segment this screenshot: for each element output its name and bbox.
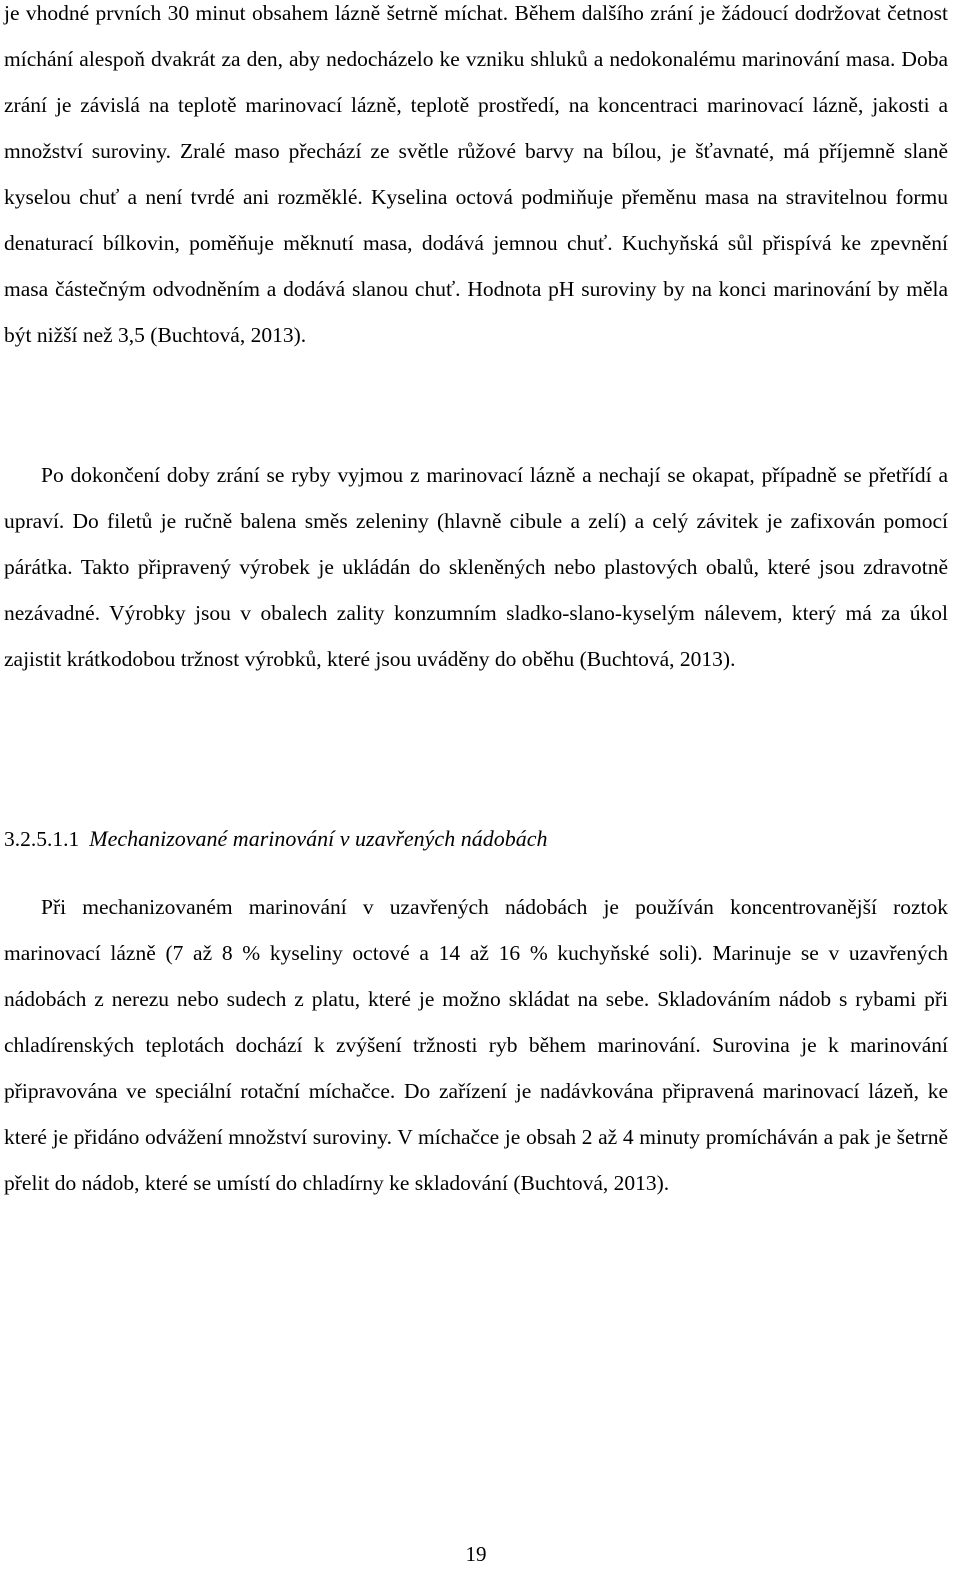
section-heading — [4, 822, 948, 856]
paragraph-3: Při mechanizovaném marinování v uzavřených nádobách je používán koncentrovanější roztok marinovací lázně (7 až 8 % kyseliny octové a 14 až 16 % kuchyňské soli). Marinuje se v uzavřených nádobách z nerezu nebo sudech z platu, které je možno skládat na sebe. Skladováním nádob s rybami při chladírenských teplotách dochází k zvýšení tržnosti ryb během marinování. Surovina je k marinování připravována ve speciální rotační míchačce. Do zařízení je nadávkována připravená marinovací lázeň, ke které je přidáno odvážení množství suroviny. V míchačce je obsah 2 až 4 minuty promícháván a pak je šetrně přelit do nádob, které se umístí do chladírny ke skladování (Buchtová, 2013). — [4, 895, 948, 1195]
paragraph-2: Po dokončení doby zrání se ryby vyjmou z marinovací lázně a nechají se okapat, případně se přetřídí a upraví. Do filetů je ručně balena směs zeleniny (hlavně cibule a zelí) a celý závitek je zafixován pomocí párátka. Takto připravený výrobek je ukládán do skleněných nebo plastových obalů, které jsou zdravotně nezávadné. Výrobky jsou v obalech zality konzumním sladko-slano-kyselým nálevem, který má za úkol zajistit krátkodobou tržnost výrobků, které jsou uváděny do oběhu (Buchtová, 2013). — [4, 463, 948, 671]
page-number: 19 — [465, 1542, 487, 1566]
section-number: 3.2.5.1.1 — [4, 827, 80, 851]
paragraph-1: je vhodné prvních 30 minut obsahem lázně šetrně míchat. Během dalšího zrání je žádoucí dodržovat četnost míchání alespoň dvakrát za den, aby nedocházelo ke vzniku shluků a nedokonalému marinování masa. Doba zrání je závislá na teplotě marinovací lázně, teplotě prostředí, na koncentraci marinovací lázně, jakosti a množství suroviny. Zralé maso přechází ze světle růžové barvy na bílou, je šťavnaté, má příjemně slaně kyselou chuť a není tvrdé ani rozměklé. Kyselina octová podmiňuje přeměnu masa na stravitelnou formu denaturací bílkovin, poměňuje měknutí masa, dodává jemnou chuť. Kuchyňská sůl přispívá ke zpevnění masa částečným odvodněním a dodává slanou chuť. Hodnota pH suroviny by na konci marinování by měla být nižší než 3,5 (Buchtová, 2013). — [4, 1, 948, 347]
section-title: Mechanizované marinování v uzavřených nádobách — [89, 826, 548, 851]
